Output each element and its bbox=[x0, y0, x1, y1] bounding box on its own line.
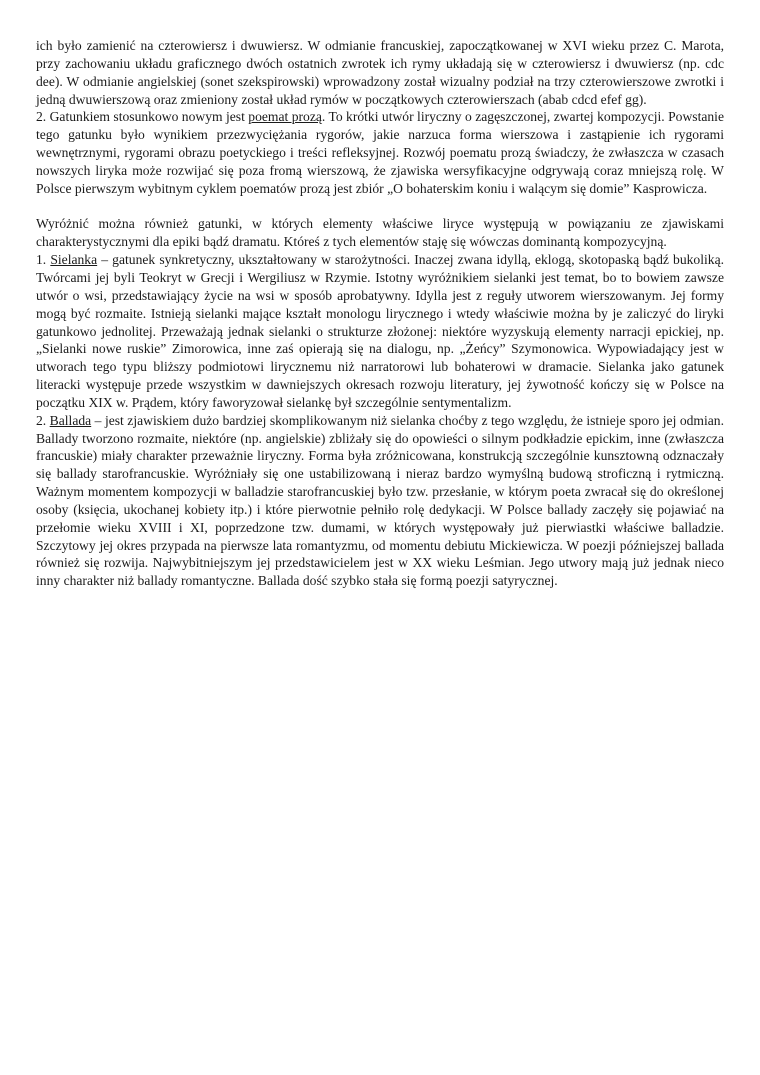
term-idyll: Sielanka bbox=[50, 252, 98, 268]
paragraph-sonnet-variants: ich było zamienić na czterowiersz i dwuwiersz. W odmianie francuskiej, zapoczątkowanej w XVI wieku przez C. Marota, przy zachowaniu układu graficznego dwóch ostatnich zwrotek ich rymy układają się w czterowiersz i dwuwiersz (np. cdc dee). W odmianie angielskiej (sonet szekspirowski) wprowadzony został wizualny podział na trzy czterowierszowe zwrotki i jedną dwuwierszową oraz zmieniony został układ rymów w początkowych czterowierszach (abab cdcd efef gg). bbox=[36, 38, 724, 107]
term-ballad: Ballada bbox=[49, 412, 92, 428]
paragraph-ballad bbox=[36, 412, 724, 590]
paragraph-prose-poem bbox=[36, 108, 724, 197]
paragraph-text: . To krótki utwór liryczny o zagęszczonej, zwartej kompozycji. Powstanie tego gatunku było wynikiem przezwyciężania rygorów, jakie narzuca forma wierszowa i zastąpienie ich rygorami wewnętrznymi, rygorami obrazu poetyckiego i treści refleksyjnej. Rozwój poematu prozą świadczy, że zwłaszcza w czasach nowszych liryka może rozwijać się poza fromą wierszową, że zjawiska wersyfikacyjne odgrywają coraz mniejszą rolę. W Polsce pierwszym wybitnym cyklem poematów prozą jest zbiór „O bohaterskim koniu i walącym się domie” Kasprowicza. bbox=[36, 109, 724, 196]
item-number: 2. bbox=[36, 412, 50, 428]
blank-line bbox=[36, 198, 724, 216]
document-page bbox=[36, 37, 724, 590]
paragraph-idyll bbox=[36, 251, 724, 412]
paragraph-text: – gatunek synkretyczny, ukształtowany w starożytności. Inaczej zwana idyllą, eklogą, skotopaską bądź bukoliką. Twórcami jej byli Teokryt w Grecji i Wergiliusz w Rzymie. Istotny wyróżnikiem sielanki jest temat, bo to bowiem zawsze utwór o wsi, przedstawiający życie na wsi w sposób aprobatywny. Idylla jest z reguły utworem wierszowanym. Jej formy mogą być rozmaite. Istnieją sielanki mające kształt monologu lirycznego i wtedy właściwie można by je zaliczyć do liryki gatunkowo jednolitej. Przeważają jednak sielanki o strukturze złożonej: niektóre wyzyskują elementy narracji epickiej, np. „Sielanki nowe ruskie” Zimorowica, inne zaś opierają się na dialogu, np. „Żeńcy” Szymonowica. Wypowiadający jest w utworach tego typu bliższy podmiotowi lirycznemu niż narratorowi lub bohaterowi w dramacie. Sielanka jako gatunek literacki występuje przede wszystkim w dawniejszych okresach rozwoju literatury, jej żywotność kończy się w Polsce na początku XIX w. Prądem, który faworyzował sielankę był szczególnie sentymentalizm. bbox=[36, 252, 724, 410]
term-prose-poem: poemat prozą bbox=[248, 109, 322, 125]
item-number: 2. Gatunkiem stosunkowo nowym jest bbox=[36, 109, 249, 125]
paragraph-syncretic-genres: Wyróżnić można również gatunki, w których elementy właściwe liryce występują w powiązaniu ze zjawiskami charakterystycznymi dla epiki bądź dramatu. Któreś z tych elementów staję się wówczas dominantą kompozycyjną. bbox=[36, 216, 724, 250]
item-number: 1. bbox=[36, 252, 51, 268]
paragraph-text: – jest zjawiskiem dużo bardziej skomplikowanym niż sielanka choćby z tego względu, że istnieje sporo jej odmian. Ballady tworzono rozmaite, niektóre (np. angielskie) zbliżały się do opowieści o silnym podkładzie epickim, inne (zwłaszcza francuskie) miały charakter przeważnie liryczny. Forma była zróżnicowana, konstrukcją szczególnie kunsztowną odznaczały się ballady starofrancuskie. Wyróżniały się one ustabilizowaną i nieraz bardzo wymyślną budową stroficzną i rytmiczną. Ważnym momentem kompozycji w balladzie starofrancuskiej było tzw. przesłanie, w którym poeta zwracał się do określonej osoby (księcia, ukochanej kobiety itp.) i które pierwotnie pełniło rolę dedykacji. W Polsce ballady zaczęły się pojawiać na przełomie wieku XVIII i XI, poprzedzone tzw. dumami, w których występowały już pierwiastki właściwe balladzie. Szczytowy jej okres przypada na pierwsze lata romantyzmu, od momentu debiutu Mickiewicza. W poezji późniejszej ballada również się rozwija. Najwybitniejszym jej przedstawicielem jest w XX wieku Leśmian. Jego utwory mają już jednak nieco inny charakter niż ballady romantyczne. Ballada dość szybko stała się formą poezji satyrycznej. bbox=[36, 412, 725, 589]
